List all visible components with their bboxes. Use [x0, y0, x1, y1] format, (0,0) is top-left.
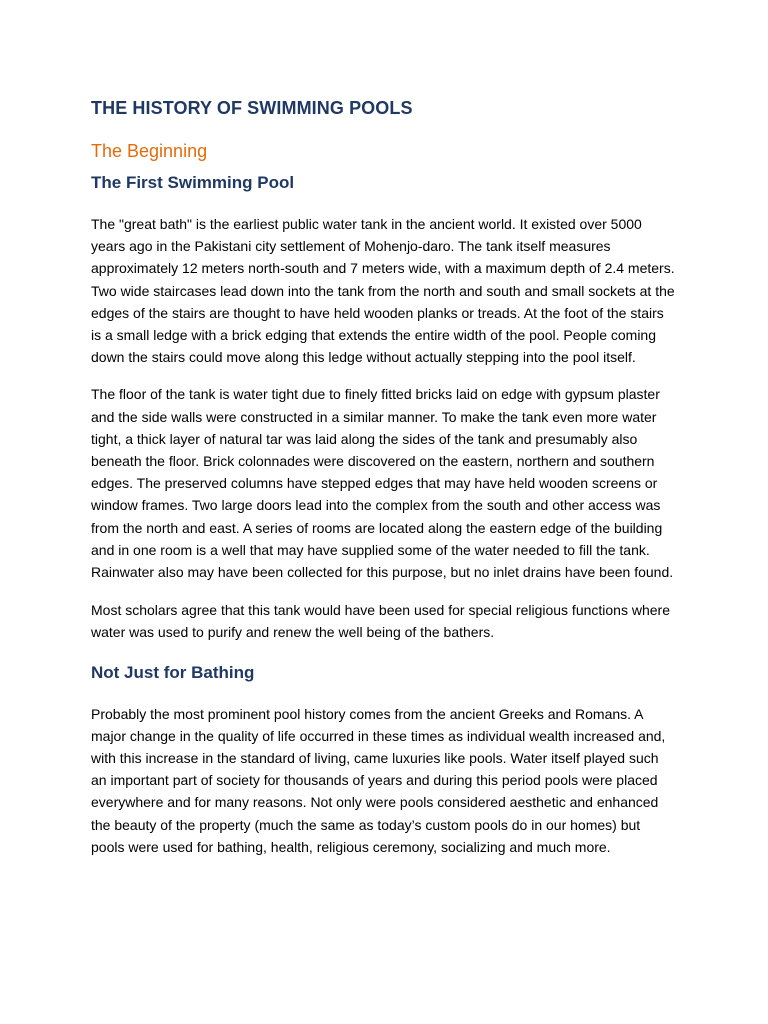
- paragraph-greeks-romans: Probably the most prominent pool history comes from the ancient Greeks and Romans. A major change in the quality of life occurred in these times as individual wealth increased and, with this increase in the standard of living, came luxuries like pools. Water itself played such an important part of society for thousands of years and during this period pools were placed everywhere and for many reasons. Not only were pools considered aesthetic and enhanced the beauty of the property (much the same as today’s custom pools do in our homes) but pools were used for bathing, health, religious ceremony, socializing and much more.: [91, 705, 666, 855]
- subsection-heading-not-just-for-bathing: Not Just for Bathing: [91, 662, 255, 682]
- paragraph-tank-floor: The floor of the tank is water tight due to finely fitted bricks laid on edge with gypsum plaster and the side walls were constructed in a similar manner. To make the tank even more water tight, a thick layer of natural tar was laid along the sides of the tank and presumably also beneath the floor. Brick colonnades were discovered on the eastern, northern and southern edges. The preserved columns have stepped edges that may have held wooden screens or window frames. Two large doors lead into the complex from the south and other access was from the north and east. A series of rooms are located along the eastern edge of the building and in one room is a well that may have supplied some of the water needed to fill the tank. Rainwater also may have been collected for this purpose, but no inlet drains have been found.: [91, 386, 674, 581]
- document-title: THE HISTORY OF SWIMMING POOLS: [91, 98, 413, 118]
- subsection-heading-first-swimming-pool: The First Swimming Pool: [91, 173, 295, 192]
- paragraph-religious-use: Most scholars agree that this tank would have been used for special religious functions where water was used to purify and renew the well being of the bathers.: [91, 602, 670, 641]
- section-heading-the-beginning: The Beginning: [91, 141, 208, 161]
- paragraph-great-bath: The "great bath" is the earliest public water tank in the ancient world. It existed over 5000 years ago in the Pakistani city settlement of Mohenjo-daro. The tank itself measures approximately 12 meters north-south and 7 meters wide, with a maximum depth of 2.4 meters. Two wide staircases lead down into the tank from the north and south and small sockets at the edges of the stairs are thought to have held wooden planks or treads. At the foot of the stairs is a small ledge with a brick edging that extends the entire width of the pool. People coming down the stairs could move along this ledge without actually stepping into the pool itself.: [91, 216, 675, 366]
- document-page: [91, 96, 677, 858]
